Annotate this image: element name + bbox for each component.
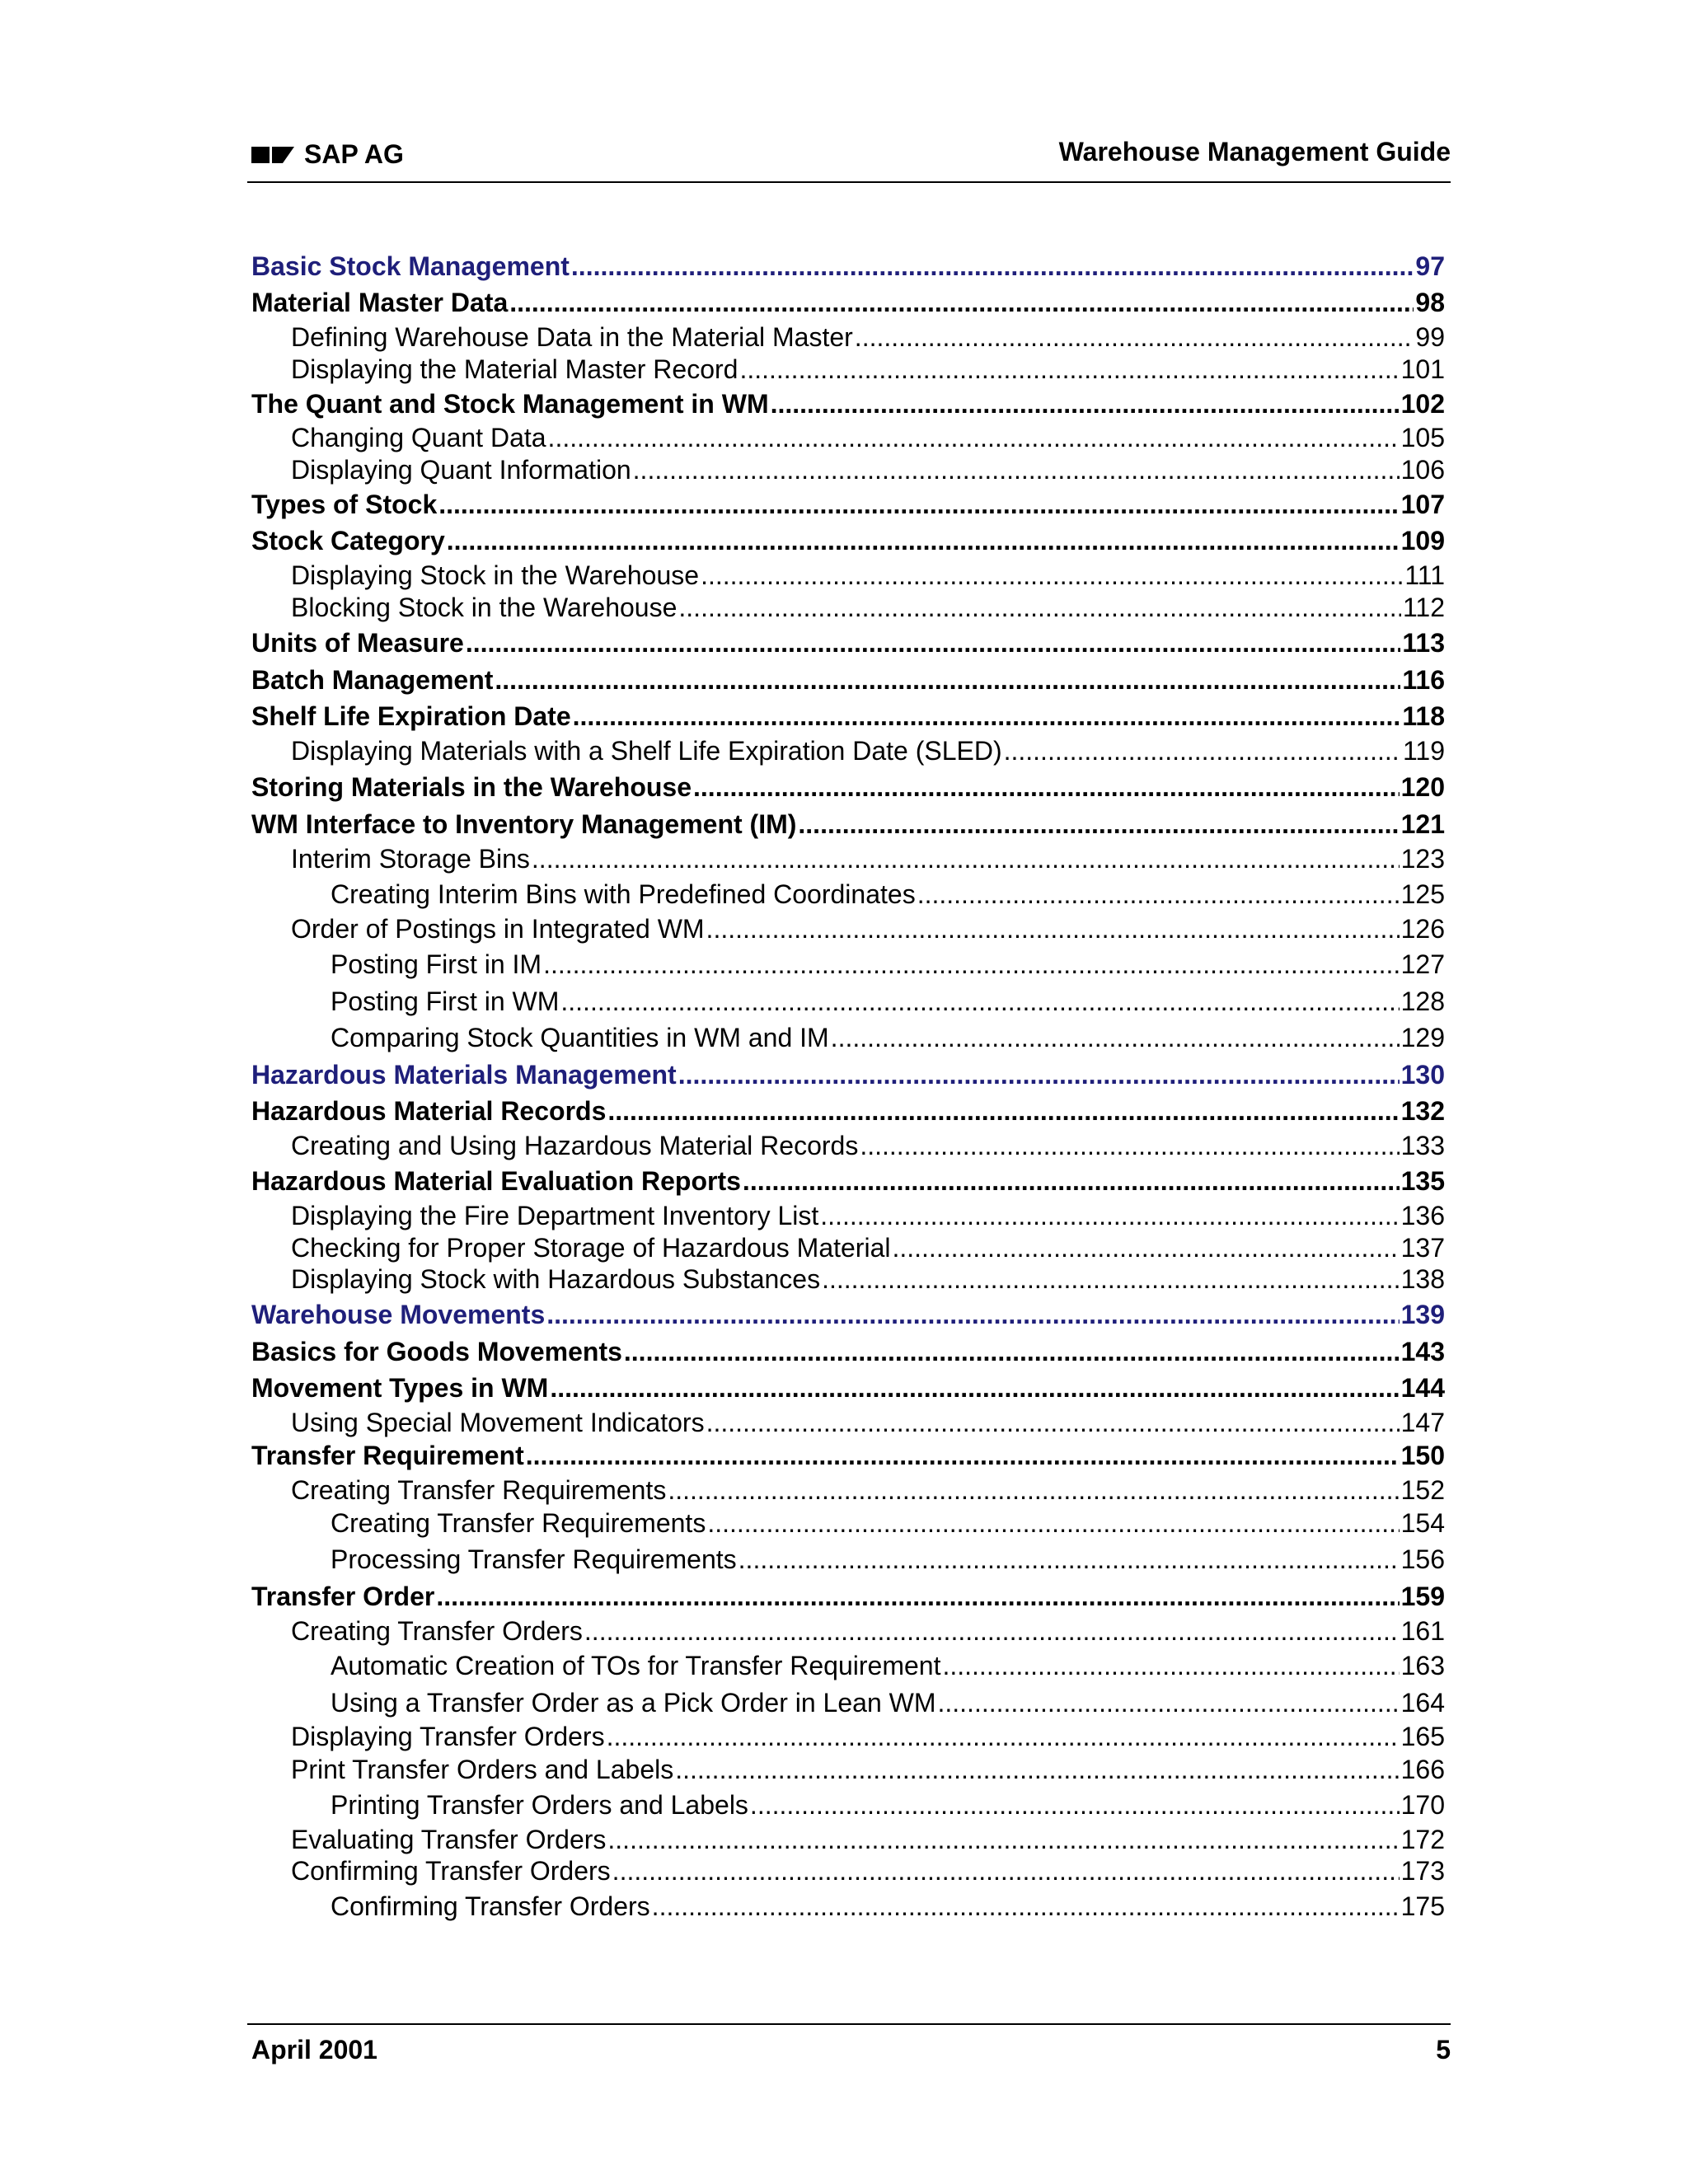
- toc-dot-leader: [584, 1615, 1400, 1647]
- toc-entry[interactable]: [251, 948, 1445, 981]
- toc-entry[interactable]: [251, 842, 1445, 875]
- toc-entry-title: Posting First in IM: [331, 949, 542, 979]
- toc-entry[interactable]: [251, 488, 1445, 521]
- toc-entry[interactable]: [251, 524, 1445, 557]
- toc-dot-leader: [438, 488, 1399, 521]
- toc-entry-page: 170: [1400, 1790, 1445, 1820]
- toc-entry[interactable]: [251, 1165, 1445, 1197]
- toc-entry-title: Material Master Data: [251, 288, 509, 317]
- toc-entry-title: Stock Category: [251, 526, 445, 555]
- toc-entry-title: Transfer Requirement: [251, 1441, 524, 1470]
- toc-entry-title: Creating Interim Bins with Predefined Coordinates: [331, 879, 916, 909]
- toc-entry-page: 143: [1400, 1337, 1445, 1366]
- toc-entry-page: 173: [1400, 1856, 1445, 1886]
- toc-entry[interactable]: [251, 878, 1445, 911]
- toc-entry[interactable]: [251, 1371, 1445, 1404]
- toc-entry-title: Displaying Quant Information: [291, 455, 631, 485]
- toc-dot-leader: [560, 985, 1399, 1018]
- toc-entry[interactable]: [251, 321, 1445, 354]
- toc-entry-title: Basic Stock Management: [251, 251, 570, 281]
- toc-entry-title: Warehouse Movements: [251, 1300, 546, 1329]
- toc-entry[interactable]: [251, 1335, 1445, 1368]
- toc-dot-leader: [771, 387, 1400, 420]
- toc-dot-leader: [466, 626, 1401, 659]
- sap-logo: [251, 139, 404, 169]
- footer-date: April 2001: [251, 2035, 377, 2064]
- toc-entry[interactable]: [251, 1129, 1445, 1162]
- toc-entry-title: Types of Stock: [251, 490, 438, 519]
- toc-entry-title: Confirming Transfer Orders: [291, 1856, 611, 1886]
- toc-entry[interactable]: [251, 1890, 1445, 1923]
- toc-entry-page: 136: [1400, 1201, 1445, 1230]
- toc-entry-title: Hazardous Material Records: [251, 1096, 607, 1126]
- page-footer: [247, 2023, 1451, 2064]
- toc-entry-page: 164: [1400, 1688, 1445, 1718]
- toc-entry-title: Shelf Life Expiration Date: [251, 701, 571, 731]
- toc-entry-title: Displaying Materials with a Shelf Life Expiration Date (SLED): [291, 736, 1002, 766]
- toc-entry-title: Basics for Goods Movements: [251, 1337, 622, 1366]
- toc-entry-title: Defining Warehouse Data in the Material Master: [291, 322, 853, 352]
- toc-entry-page: 126: [1400, 914, 1445, 944]
- toc-entry-title: Movement Types in WM: [251, 1373, 549, 1403]
- toc-entry[interactable]: [251, 808, 1445, 841]
- toc-entry-title: Hazardous Material Evaluation Reports: [251, 1166, 741, 1196]
- toc-entry-page: 99: [1415, 322, 1445, 352]
- toc-dot-leader: [571, 250, 1414, 283]
- toc-dot-leader: [526, 1439, 1400, 1472]
- toc-dot-leader: [436, 1580, 1399, 1613]
- toc-entry[interactable]: [251, 286, 1445, 319]
- toc-dot-leader: [739, 353, 1399, 386]
- toc-entry-title: Displaying Transfer Orders: [291, 1722, 605, 1751]
- toc-dot-leader: [701, 559, 1403, 592]
- toc-entry[interactable]: [251, 1615, 1445, 1647]
- toc-entry-page: 139: [1400, 1300, 1445, 1329]
- toc-entry-page: 106: [1400, 455, 1445, 485]
- toc-entry-title: Print Transfer Orders and Labels: [291, 1755, 674, 1784]
- toc-dot-leader: [548, 421, 1400, 454]
- toc-entry-title: The Quant and Stock Management in WM: [251, 389, 769, 419]
- toc-entry[interactable]: [251, 985, 1445, 1018]
- toc-entry[interactable]: [251, 663, 1445, 696]
- toc-entry[interactable]: [251, 1788, 1445, 1821]
- toc-entry[interactable]: [251, 559, 1445, 592]
- toc-entry[interactable]: [251, 700, 1445, 733]
- toc-entry-title: Displaying the Material Master Record: [291, 354, 738, 384]
- toc-entry-page: 129: [1400, 1023, 1445, 1052]
- document-title: Warehouse Management Guide: [1058, 137, 1451, 166]
- toc-dot-leader: [693, 771, 1400, 804]
- toc-dot-leader: [668, 1474, 1399, 1507]
- toc-entry-title: Storing Materials in the Warehouse: [251, 772, 692, 802]
- toc-entry-page: 150: [1400, 1441, 1445, 1470]
- toc-entry[interactable]: [251, 626, 1445, 659]
- toc-entry-page: 165: [1400, 1722, 1445, 1751]
- toc-entry-title: Batch Management: [251, 665, 494, 695]
- toc-entry-page: 154: [1400, 1508, 1445, 1538]
- toc-dot-leader: [509, 286, 1414, 319]
- toc-entry[interactable]: [251, 734, 1445, 767]
- toc-entry-title: Using Special Movement Indicators: [291, 1408, 705, 1437]
- toc-entry[interactable]: [251, 1263, 1445, 1296]
- toc-entry[interactable]: [251, 387, 1445, 420]
- toc-dot-leader: [607, 1823, 1399, 1856]
- toc-entry[interactable]: [251, 1406, 1445, 1439]
- toc-entry-page: 132: [1400, 1096, 1445, 1126]
- toc-entry[interactable]: [251, 1298, 1445, 1331]
- toc-dot-leader: [543, 948, 1400, 981]
- toc-entry-page: 172: [1400, 1825, 1445, 1854]
- toc-entry-title: Displaying Stock with Hazardous Substances: [291, 1264, 821, 1294]
- toc-entry[interactable]: [251, 1649, 1445, 1682]
- toc-entry-page: 119: [1402, 736, 1445, 766]
- sap-logo-icon: [251, 143, 294, 165]
- toc-entry[interactable]: [251, 421, 1445, 454]
- toc-entry-page: 159: [1400, 1582, 1445, 1611]
- toc-dot-leader: [860, 1129, 1399, 1162]
- toc-entry-title: Changing Quant Data: [291, 423, 546, 452]
- toc-dot-leader: [652, 1890, 1400, 1923]
- toc-entry-title: Units of Measure: [251, 628, 464, 658]
- toc-dot-leader: [633, 453, 1400, 486]
- toc-entry-page: 101: [1400, 354, 1445, 384]
- toc-entry-page: 156: [1400, 1544, 1445, 1574]
- toc-entry-title: Transfer Order: [251, 1582, 435, 1611]
- toc-entry[interactable]: [251, 1823, 1445, 1856]
- toc-entry-title: Creating Transfer Requirements: [331, 1508, 706, 1538]
- toc-entry-title: Processing Transfer Requirements: [331, 1544, 737, 1574]
- toc-entry-page: 121: [1400, 809, 1445, 839]
- toc-dot-leader: [495, 663, 1400, 696]
- toc-dot-leader: [607, 1720, 1400, 1753]
- toc-entry-page: 135: [1400, 1166, 1445, 1196]
- toc-entry-page: 127: [1400, 949, 1445, 979]
- toc-entry-page: 133: [1400, 1131, 1445, 1160]
- toc-dot-leader: [678, 1058, 1400, 1091]
- toc-entry-title: Displaying Stock in the Warehouse: [291, 560, 700, 590]
- toc-entry-page: 118: [1402, 701, 1445, 731]
- toc-entry-title: Creating Transfer Requirements: [291, 1475, 667, 1505]
- toc-dot-leader: [738, 1543, 1400, 1576]
- toc-entry-title: Evaluating Transfer Orders: [291, 1825, 607, 1854]
- toc-dot-leader: [675, 1753, 1399, 1786]
- toc-entry-page: 120: [1400, 772, 1445, 802]
- toc-dot-leader: [917, 878, 1400, 911]
- toc-entry[interactable]: [251, 1231, 1445, 1264]
- toc-dot-leader: [706, 912, 1400, 945]
- toc-entry[interactable]: [251, 453, 1445, 486]
- toc-dot-leader: [750, 1788, 1400, 1821]
- toc-dot-leader: [573, 700, 1401, 733]
- toc-entry-page: 144: [1400, 1373, 1445, 1403]
- toc-dot-leader: [532, 842, 1400, 875]
- toc-entry-page: 102: [1400, 389, 1445, 419]
- toc-entry-page: 111: [1404, 560, 1445, 590]
- toc-entry[interactable]: [251, 1094, 1445, 1127]
- toc-dot-leader: [546, 1298, 1399, 1331]
- toc-dot-leader: [1004, 734, 1401, 767]
- toc-entry-title: Order of Postings in Integrated WM: [291, 914, 705, 944]
- toc-entry-page: 107: [1400, 490, 1445, 519]
- toc-entry-page: 113: [1402, 628, 1445, 658]
- toc-entry[interactable]: [251, 1720, 1445, 1753]
- toc-entry-title: Posting First in WM: [331, 987, 560, 1016]
- toc-entry-page: 138: [1400, 1264, 1445, 1294]
- toc-dot-leader: [707, 1507, 1399, 1540]
- toc-entry-title: Printing Transfer Orders and Labels: [331, 1790, 748, 1820]
- toc-entry-page: 130: [1400, 1060, 1445, 1090]
- toc-entry-page: 163: [1400, 1651, 1445, 1680]
- toc-entry-title: Checking for Proper Storage of Hazardous Material: [291, 1233, 891, 1263]
- toc-entry[interactable]: [251, 1199, 1445, 1232]
- toc-entry-page: 137: [1400, 1233, 1445, 1263]
- toc-entry-page: 109: [1400, 526, 1445, 555]
- toc-entry-title: Displaying the Fire Department Inventory List: [291, 1201, 819, 1230]
- toc-dot-leader: [624, 1335, 1400, 1368]
- footer-page-number: 5: [1436, 2035, 1451, 2064]
- toc-entry[interactable]: [251, 1543, 1445, 1576]
- toc-entry-page: 112: [1402, 593, 1445, 622]
- toc-entry-page: 128: [1400, 987, 1445, 1016]
- toc-entry[interactable]: [251, 250, 1445, 283]
- toc-dot-leader: [612, 1854, 1400, 1887]
- toc-entry-page: 175: [1400, 1891, 1445, 1921]
- toc-dot-leader: [550, 1371, 1399, 1404]
- toc-entry-title: Using a Transfer Order as a Pick Order in Lean WM: [331, 1688, 936, 1718]
- page-header: [247, 132, 1451, 183]
- toc-entry-title: Creating Transfer Orders: [291, 1616, 583, 1646]
- toc-dot-leader: [607, 1094, 1399, 1127]
- toc-entry-page: 123: [1400, 844, 1445, 874]
- toc-entry[interactable]: [251, 1474, 1445, 1507]
- toc-dot-leader: [942, 1649, 1399, 1682]
- toc-dot-leader: [855, 321, 1414, 354]
- toc-entry[interactable]: [251, 1686, 1445, 1719]
- toc-dot-leader: [820, 1199, 1399, 1232]
- toc-entry[interactable]: [251, 353, 1445, 386]
- toc-entry-page: 98: [1415, 288, 1445, 317]
- toc-entry[interactable]: [251, 1021, 1445, 1054]
- toc-entry[interactable]: [251, 1580, 1445, 1613]
- toc-entry-page: 161: [1400, 1616, 1445, 1646]
- toc-dot-leader: [706, 1406, 1400, 1439]
- toc-entry-page: 97: [1415, 251, 1445, 281]
- toc-entry-page: 147: [1400, 1408, 1445, 1437]
- toc-entry[interactable]: [251, 1753, 1445, 1786]
- toc-entry-page: 152: [1400, 1475, 1445, 1505]
- toc-entry[interactable]: [251, 1854, 1445, 1887]
- toc-entry[interactable]: [251, 1439, 1445, 1472]
- toc-entry[interactable]: [251, 912, 1445, 945]
- toc-entry-title: Creating and Using Hazardous Material Records: [291, 1131, 859, 1160]
- toc-entry-title: Automatic Creation of TOs for Transfer Requirement: [331, 1651, 941, 1680]
- toc-dot-leader: [678, 591, 1401, 624]
- toc-dot-leader: [798, 808, 1399, 841]
- toc-entry-title: Confirming Transfer Orders: [331, 1891, 650, 1921]
- toc-entry-page: 105: [1400, 423, 1445, 452]
- toc-entry-title: Blocking Stock in the Warehouse: [291, 593, 678, 622]
- company-name: SAP AG: [304, 139, 404, 169]
- toc-entry-title: Comparing Stock Quantities in WM and IM: [331, 1023, 829, 1052]
- toc-dot-leader: [447, 524, 1400, 557]
- toc-entry[interactable]: [251, 1507, 1445, 1540]
- toc-dot-leader: [822, 1263, 1400, 1296]
- toc-dot-leader: [743, 1165, 1400, 1197]
- toc-dot-leader: [892, 1231, 1399, 1264]
- toc-entry[interactable]: [251, 771, 1445, 804]
- toc-dot-leader: [831, 1021, 1400, 1054]
- toc-entry-title: Interim Storage Bins: [291, 844, 530, 874]
- toc-entry-page: 125: [1400, 879, 1445, 909]
- toc-dot-leader: [937, 1686, 1399, 1719]
- toc-entry-page: 166: [1400, 1755, 1445, 1784]
- toc-entry[interactable]: [251, 1058, 1445, 1091]
- toc-entry[interactable]: [251, 591, 1445, 624]
- toc-entry-title: WM Interface to Inventory Management (IM): [251, 809, 797, 839]
- toc-entry-page: 116: [1402, 665, 1445, 695]
- toc-entry-title: Hazardous Materials Management: [251, 1060, 677, 1090]
